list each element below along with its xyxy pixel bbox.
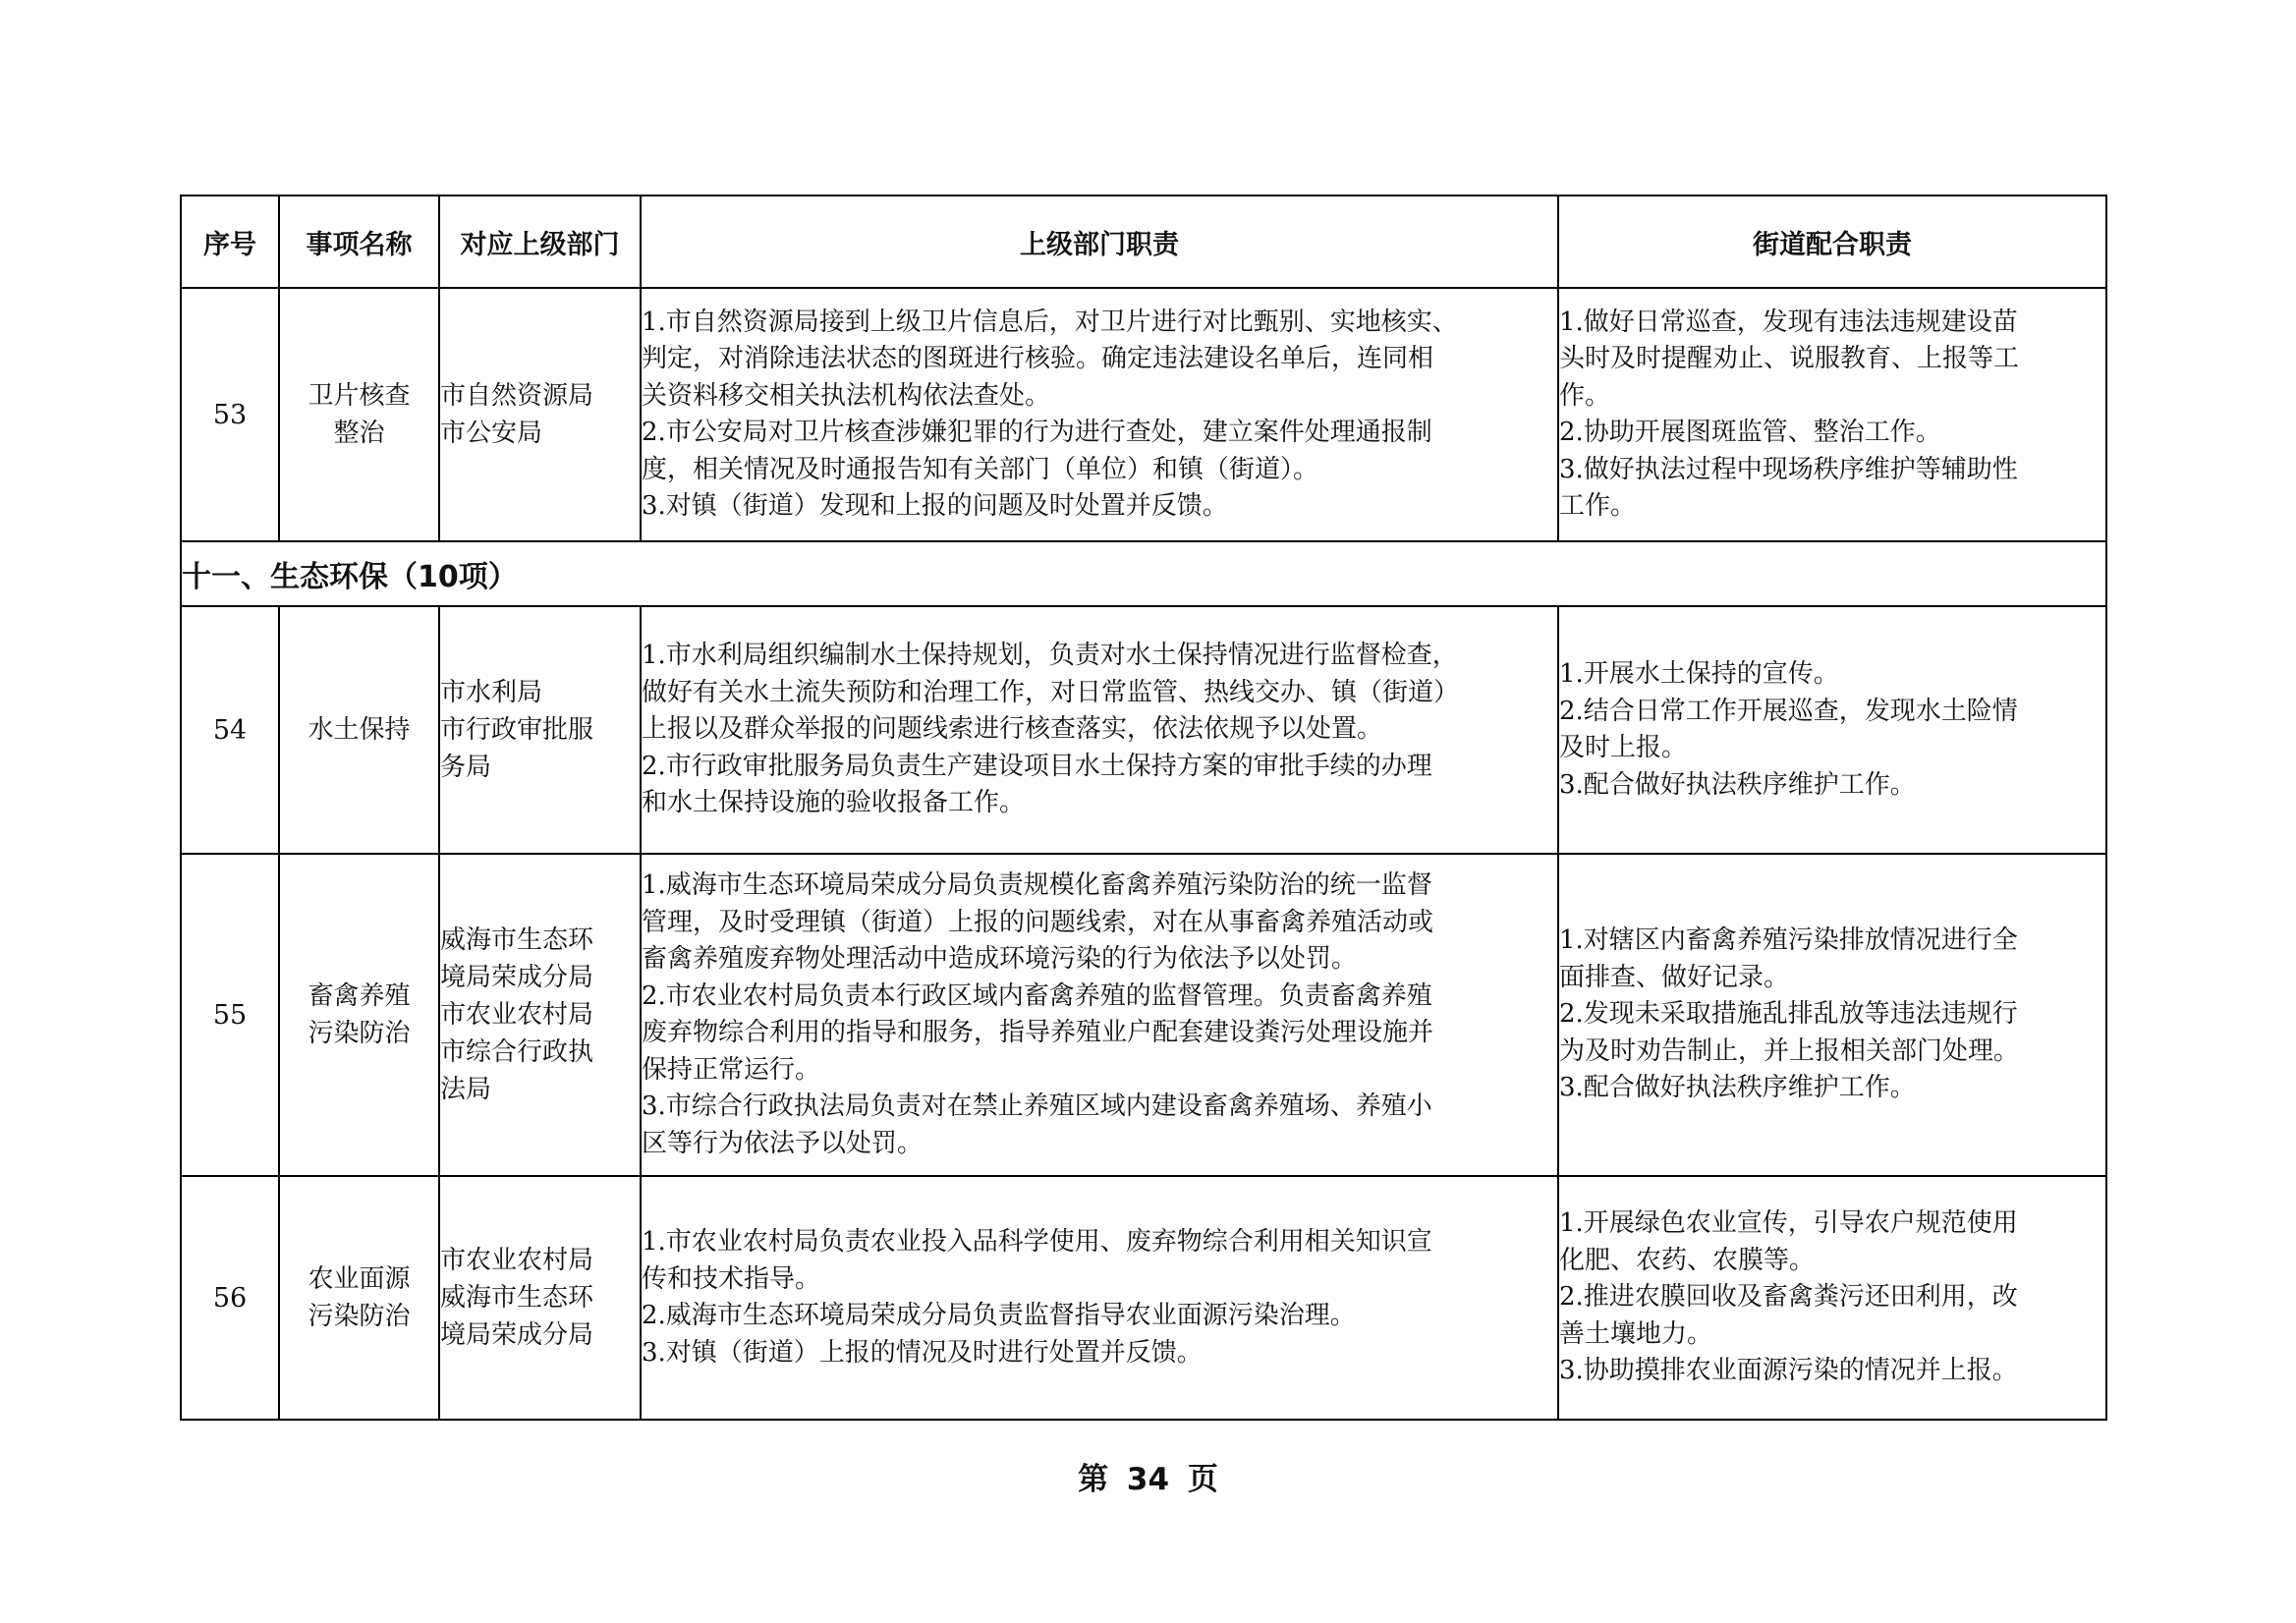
header-street-duties: 街道配合职责 <box>1558 196 2106 288</box>
item-name: 水土保持 <box>279 606 439 854</box>
table-header-row <box>181 196 2106 288</box>
duty-table <box>180 195 2107 1421</box>
upper-duties: 1.威海市生态环境局荣成分局负责规模化畜禽养殖污染防治的统一监督 管理，及时受理镇（街道）上报的问题线索，对在从事畜禽养殖活动或 畜禽养殖废弃物处理活动中造成环境污染的行为依法予以处罚。 2.市农业农村局负责本行政区域内畜禽养殖的监督管理。负责畜禽养殖 废弃物综合利用的指导和服务，指导养殖业户配套建设粪污处理设施并 保持正常运行。 3.市综合行政执法局负责对在禁止养殖区域内建设畜禽养殖场、养殖小 区等行为依法予以处罚。 <box>641 854 1558 1176</box>
street-duties: 1.对辖区内畜禽养殖污染排放情况进行全 面排查、做好记录。 2.发现未采取措施乱排乱放等违法违规行 为及时劝告制止，并上报相关部门处理。 3.配合做好执法秩序维护工作。 <box>1558 854 2106 1176</box>
header-upper-duties: 上级部门职责 <box>641 196 1558 288</box>
section-title: 十一、生态环保（10项） <box>181 541 2106 606</box>
item-name: 农业面源 污染防治 <box>279 1176 439 1420</box>
upper-department: 威海市生态环 境局荣成分局 市农业农村局 市综合行政执 法局 <box>439 854 641 1176</box>
row-number: 56 <box>181 1176 279 1420</box>
upper-department: 市自然资源局 市公安局 <box>439 288 641 541</box>
row-number: 54 <box>181 606 279 854</box>
header-item-name: 事项名称 <box>279 196 439 288</box>
table-row <box>181 288 2106 541</box>
table-row <box>181 606 2106 854</box>
upper-department: 市农业农村局 威海市生态环 境局荣成分局 <box>439 1176 641 1420</box>
page-prefix: 第 <box>1078 1462 1109 1497</box>
header-number: 序号 <box>181 196 279 288</box>
header-upper-department: 对应上级部门 <box>439 196 641 288</box>
upper-duties: 1.市自然资源局接到上级卫片信息后，对卫片进行对比甄别、实地核实、 判定，对消除违法状态的图斑进行核验。确定违法建设名单后，连同相 关资料移交相关执法机构依法查处。 2.市公安局对卫片核查涉嫌犯罪的行为进行查处，建立案件处理通报制 度，相关情况及时通报告知有关部门（单位）和镇（街道）。 3.对镇（街道）发现和上报的问题及时处置并反馈。 <box>641 288 1558 541</box>
street-duties: 1.开展水土保持的宣传。 2.结合日常工作开展巡查，发现水土险情 及时上报。 3.配合做好执法秩序维护工作。 <box>1558 606 2106 854</box>
table-row <box>181 854 2106 1176</box>
item-name: 卫片核查 整治 <box>279 288 439 541</box>
upper-department: 市水利局 市行政审批服 务局 <box>439 606 641 854</box>
upper-duties: 1.市水利局组织编制水土保持规划，负责对水土保持情况进行监督检查， 做好有关水土流失预防和治理工作，对日常监管、热线交办、镇（街道） 上报以及群众举报的问题线索进行核查落实，依法依规予以处置。 2.市行政审批服务局负责生产建设项目水土保持方案的审批手续的办理 和水土保持设施的验收报备工作。 <box>641 606 1558 854</box>
upper-duties: 1.市农业农村局负责农业投入品科学使用、废弃物综合利用相关知识宣 传和技术指导。 2.威海市生态环境局荣成分局负责监督指导农业面源污染治理。 3.对镇（街道）上报的情况及时进行处置并反馈。 <box>641 1176 1558 1420</box>
row-number: 55 <box>181 854 279 1176</box>
item-name: 畜禽养殖 污染防治 <box>279 854 439 1176</box>
page-number: 34 <box>1126 1462 1170 1497</box>
street-duties: 1.做好日常巡查，发现有违法违规建设苗 头时及时提醒劝止、说服教育、上报等工 作。 2.协助开展图斑监管、整治工作。 3.做好执法过程中现场秩序维护等辅助性 工作。 <box>1558 288 2106 541</box>
street-duties: 1.开展绿色农业宣传，引导农户规范使用 化肥、农药、农膜等。 2.推进农膜回收及畜禽粪污还田利用，改 善土壤地力。 3.协助摸排农业面源污染的情况并上报。 <box>1558 1176 2106 1420</box>
row-number: 53 <box>181 288 279 541</box>
table-row <box>181 1176 2106 1420</box>
section-row <box>181 541 2106 606</box>
page-footer <box>0 1454 2296 1498</box>
page-suffix: 页 <box>1187 1462 1218 1497</box>
